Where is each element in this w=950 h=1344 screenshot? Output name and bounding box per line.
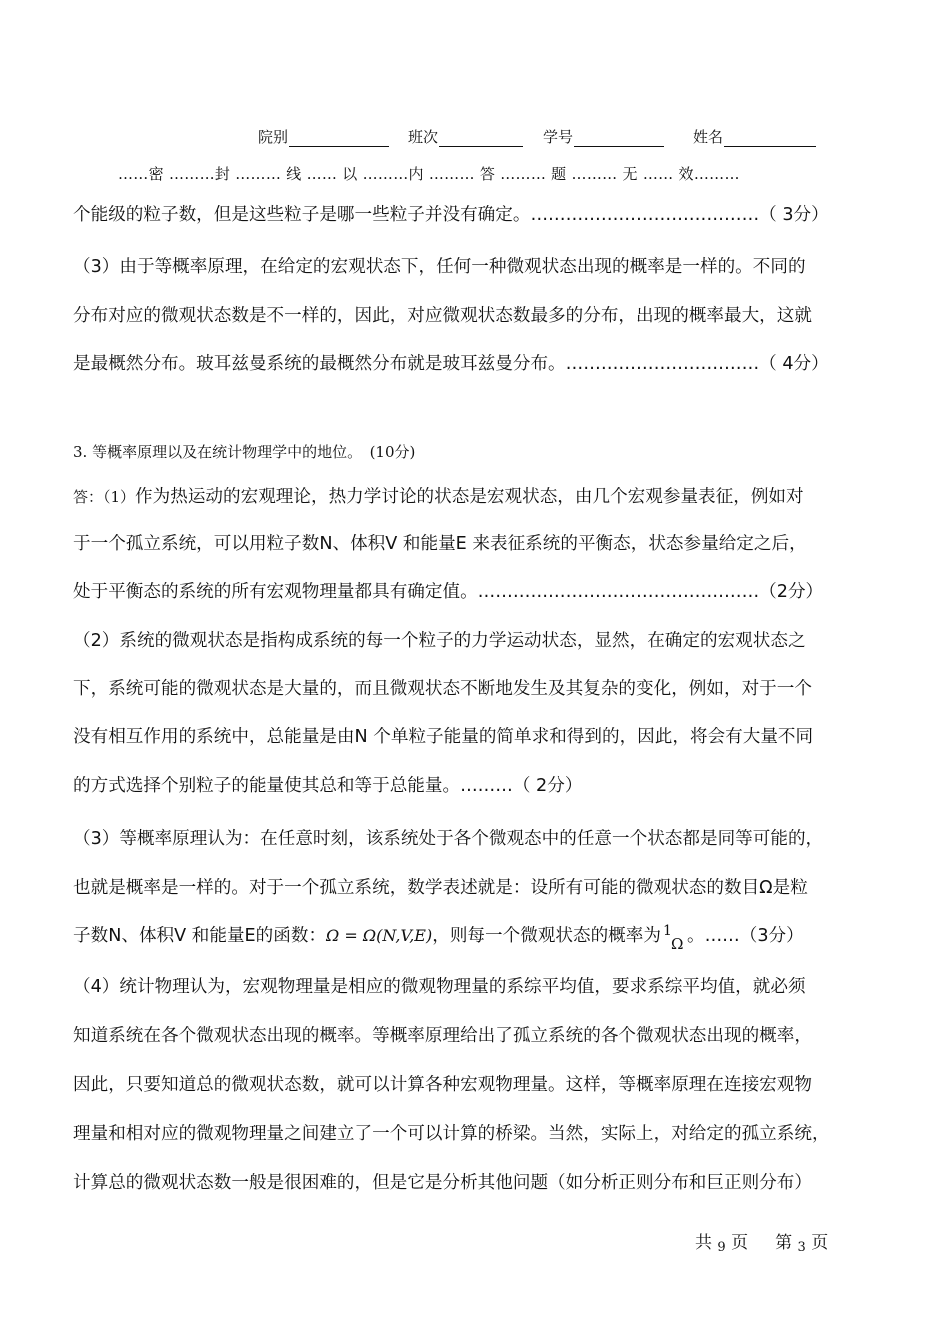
field-class-label: 班次 bbox=[408, 128, 439, 146]
field-name bbox=[693, 126, 816, 147]
total-label: 共 bbox=[695, 1233, 712, 1253]
text-line: 理量和相对应的微观物理量之间建立了一个可以计算的桥梁。当然，实际上，对给定的孤立系统， bbox=[73, 1124, 830, 1144]
text-line: 没有相互作用的系统中，总能量是由N 个单粒子能量的简单求和得到的，因此，将会有大量不同 bbox=[73, 727, 814, 747]
fraction-numerator: 1 bbox=[662, 923, 672, 939]
total-pages: 9 bbox=[717, 1240, 726, 1255]
seal-line-notice: ……密 ………封 ……… 线 …… 以 ………内 ……… 答 ……… 题 ……… 无 …… 效……… bbox=[118, 165, 740, 183]
text-line: 计算总的微观状态数一般是很困难的，但是它是分析其他问题（如分析正则分布和巨正则分布） bbox=[73, 1173, 812, 1193]
text-line: （3）由于等概率原理，在给定的宏观状态下，任何一种微观状态出现的概率是一样的。不同的 bbox=[73, 257, 806, 277]
text-line: （2）系统的微观状态是指构成系统的每一个粒子的力学运动状态，显然，在确定的宏观状态之 bbox=[73, 631, 806, 651]
field-department-blank bbox=[289, 130, 389, 147]
text-line: 因此，只要知道总的微观状态数，就可以计算各种宏观物理量。这样，等概率原理在连接宏观物 bbox=[73, 1075, 812, 1095]
text-line: 知道系统在各个微观状态出现的概率。等概率原理给出了孤立系统的各个微观状态出现的概率， bbox=[73, 1026, 812, 1046]
answer-prefix: 答：（1） bbox=[73, 488, 136, 506]
probability-fraction bbox=[661, 923, 687, 953]
field-student-id-label: 学号 bbox=[543, 128, 574, 146]
text-line: 也就是概率是一样的。对于一个孤立系统，数学表述就是：设所有可能的微观状态的数目Ω是粒 bbox=[73, 878, 808, 898]
page-unit: 页 bbox=[811, 1233, 829, 1253]
previous-answer-continuation bbox=[73, 202, 879, 382]
answer-text: 作为热运动的宏观理论，热力学讨论的状态是宏观状态，由几个宏观参量表征，例如对 bbox=[135, 487, 804, 507]
formula-line bbox=[73, 923, 804, 953]
text-line: （3）等概率原理认为：在任意时刻，该系统处于各个微观态中的任意一个状态都是同等可能的， bbox=[73, 829, 824, 849]
field-class-blank bbox=[439, 130, 523, 147]
field-name-blank bbox=[724, 130, 816, 147]
text-line: 个能级的粒子数，但是这些粒子是哪一些粒子并没有确定。…………………………………（ 3分） bbox=[73, 205, 829, 225]
fraction-denominator: Ω bbox=[670, 935, 684, 953]
text-line: 的方式选择个别粒子的能量使其总和等于总能量。………（ 2分） bbox=[73, 776, 583, 796]
question-title: 3. 等概率原理以及在统计物理学中的地位。 (10分) bbox=[73, 443, 416, 461]
formula-lead-text: 子数N、体积V 和能量E的函数： bbox=[73, 926, 327, 946]
student-info-fields bbox=[258, 126, 858, 150]
page-number-footer bbox=[695, 1228, 865, 1254]
answer-paragraph-1-line bbox=[73, 483, 804, 509]
field-student-id-blank bbox=[574, 130, 664, 147]
field-department bbox=[258, 126, 389, 147]
omega-formula: Ω = Ω(N,V,E) bbox=[326, 926, 433, 945]
current-label: 第 bbox=[775, 1233, 793, 1253]
text-line: 于一个孤立系统，可以用粒子数N、体积V 和能量E 来表征系统的平衡态，状态参量给定之后， bbox=[73, 534, 807, 554]
text-line: 是最概然分布。玻耳兹曼系统的最概然分布就是玻耳兹曼分布。……………………………（ 4分） bbox=[73, 354, 829, 374]
current-page: 3 bbox=[797, 1240, 806, 1255]
field-class bbox=[408, 126, 523, 147]
question-3 bbox=[73, 439, 879, 1209]
field-student-id bbox=[543, 126, 664, 147]
text-line: 处于平衡态的系统的所有宏观物理量都具有确定值。…………………………………………（2分） bbox=[73, 582, 824, 602]
text-line: 下，系统可能的微观状态是大量的，而且微观状态不断地发生及其复杂的变化，例如，对于一个 bbox=[73, 679, 812, 699]
formula-tail-text: 。……（3分） bbox=[686, 926, 804, 946]
page-unit: 页 bbox=[731, 1233, 749, 1253]
text-line: （4）统计物理认为，宏观物理量是相应的微观物理量的系综平均值，要求系综平均值，就必须 bbox=[73, 977, 806, 997]
field-name-label: 姓名 bbox=[693, 128, 724, 146]
formula-mid-text: ，则每一个微观状态的概率为 bbox=[432, 926, 661, 946]
text-line: 分布对应的微观状态数是不一样的，因此，对应微观状态数最多的分布，出现的概率最大，这就 bbox=[73, 306, 812, 326]
field-department-label: 院别 bbox=[258, 128, 289, 146]
